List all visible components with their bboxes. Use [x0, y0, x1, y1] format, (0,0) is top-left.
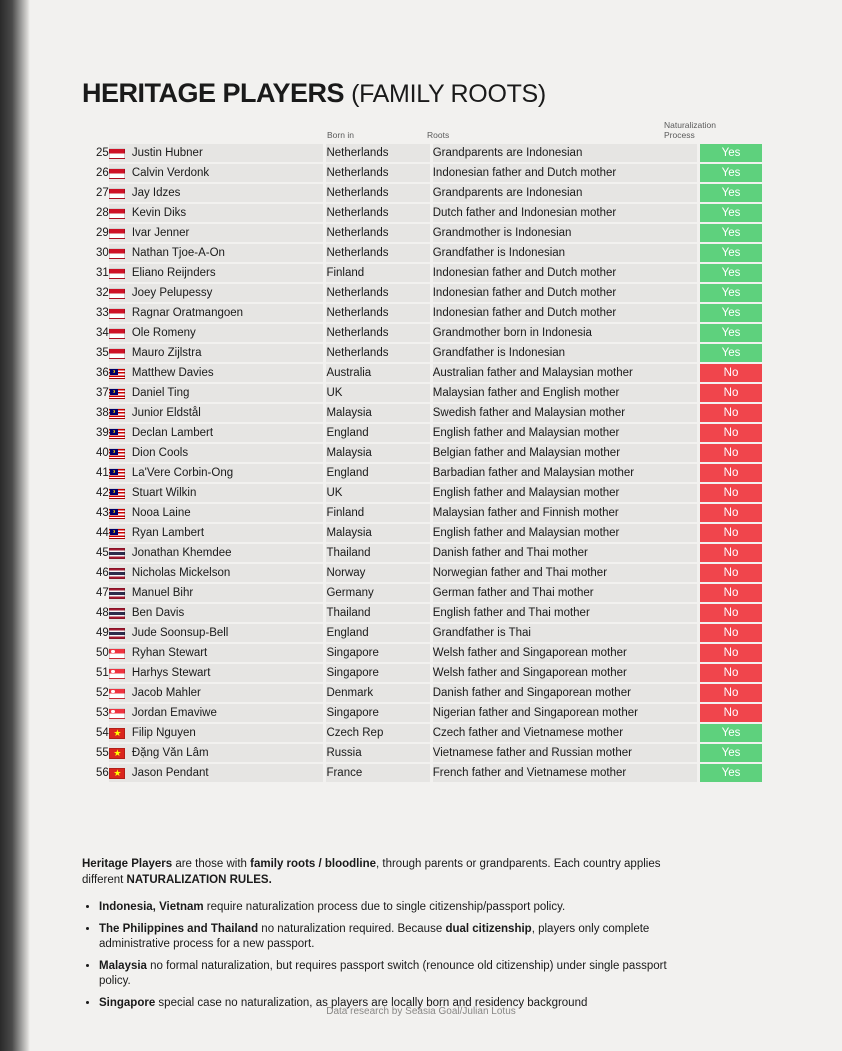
page-title [82, 78, 546, 109]
born-in-cell: Australia [323, 364, 429, 382]
naturalization-status-badge: Yes [697, 344, 762, 362]
player-name: Jordan Emaviwe [131, 707, 217, 719]
naturalization-status-badge: Yes [697, 184, 762, 202]
flag-sg-icon [109, 708, 125, 719]
player-name-cell [109, 144, 324, 162]
born-in-cell: UK [323, 484, 429, 502]
player-name-cell [109, 564, 324, 582]
heritage-players-table [82, 142, 762, 784]
born-in-cell: Malaysia [323, 524, 429, 542]
table-row [82, 744, 762, 762]
note-bullet-text: no formal naturalization, but requires passport switch (renounce old citizenship) under single passport policy. [99, 960, 667, 987]
row-number: 51 [96, 667, 109, 679]
born-in-cell: Netherlands [323, 284, 429, 302]
flag-th-icon [109, 548, 125, 559]
naturalization-status-badge: Yes [697, 144, 762, 162]
player-name: Jay Idzes [131, 187, 181, 199]
player-name: Ryan Lambert [131, 527, 205, 539]
row-number: 26 [96, 167, 109, 179]
player-name-cell [109, 444, 324, 462]
naturalization-status-badge: No [697, 584, 762, 602]
naturalization-status-badge: No [697, 544, 762, 562]
roots-cell: Danish father and Thai mother [430, 544, 697, 562]
table-row [82, 724, 762, 742]
roots-cell: Grandfather is Indonesian [430, 244, 697, 262]
player-name: Ryhan Stewart [131, 647, 208, 659]
player-name-cell [109, 404, 324, 422]
row-number: 47 [96, 587, 109, 599]
row-number: 56 [96, 767, 109, 779]
column-header-born-in: Born in [327, 130, 354, 140]
roots-cell: English father and Thai mother [430, 604, 697, 622]
flag-my-icon [109, 468, 125, 479]
flag-my-icon [109, 428, 125, 439]
flag-vn-icon [109, 748, 125, 759]
row-number: 27 [96, 187, 109, 199]
roots-cell: English father and Malaysian mother [430, 524, 697, 542]
born-in-cell: Norway [323, 564, 429, 582]
player-name: Jonathan Khemdee [131, 547, 232, 559]
flag-id-icon [109, 188, 125, 199]
roots-cell: Barbadian father and Malaysian mother [430, 464, 697, 482]
born-in-cell: Denmark [323, 684, 429, 702]
player-name-cell [109, 544, 324, 562]
notes-section [82, 856, 682, 1018]
born-in-cell: Thailand [323, 544, 429, 562]
table-row [82, 584, 762, 602]
born-in-cell: Singapore [323, 644, 429, 662]
player-name: Đặng Văn Lâm [131, 747, 209, 759]
table-row [82, 484, 762, 502]
player-name: Dion Cools [131, 447, 189, 459]
player-name-cell [109, 244, 324, 262]
player-name-cell [109, 384, 324, 402]
row-number: 39 [96, 427, 109, 439]
born-in-cell: Singapore [323, 664, 429, 682]
flag-my-icon [109, 488, 125, 499]
naturalization-status-badge: No [697, 484, 762, 502]
roots-cell: Vietnamese father and Russian mother [430, 744, 697, 762]
flag-my-icon [109, 388, 125, 399]
naturalization-status-badge: Yes [697, 284, 762, 302]
note-bullet [99, 900, 682, 915]
table-row [82, 564, 762, 582]
row-number: 31 [96, 267, 109, 279]
flag-sg-icon [109, 668, 125, 679]
player-name: Kevin Diks [131, 207, 187, 219]
player-name: La'Vere Corbin-Ong [131, 467, 234, 479]
naturalization-status-badge: Yes [697, 224, 762, 242]
row-number: 40 [96, 447, 109, 459]
flag-my-icon [109, 528, 125, 539]
note-bullet-bold: Malaysia [99, 960, 147, 972]
flag-my-icon [109, 368, 125, 379]
table-row [82, 184, 762, 202]
naturalization-status-badge: No [697, 684, 762, 702]
table-row [82, 424, 762, 442]
table-row [82, 684, 762, 702]
roots-cell: Australian father and Malaysian mother [430, 364, 697, 382]
flag-my-icon [109, 508, 125, 519]
credit-line: Data research by Seasia Goal/Julian Lotus [326, 1006, 516, 1017]
born-in-cell: Netherlands [323, 184, 429, 202]
roots-cell: Nigerian father and Singaporean mother [430, 704, 697, 722]
player-name: Nicholas Mickelson [131, 567, 231, 579]
notes-intro-bold-1: Heritage Players [82, 858, 173, 870]
player-name-cell [109, 364, 324, 382]
naturalization-status-badge: No [697, 444, 762, 462]
table-row [82, 364, 762, 382]
row-number: 30 [96, 247, 109, 259]
player-name-cell [109, 724, 324, 742]
table-row [82, 244, 762, 262]
flag-id-icon [109, 348, 125, 359]
player-name-cell [109, 604, 324, 622]
player-name: Declan Lambert [131, 427, 214, 439]
player-name: Ben Davis [131, 607, 185, 619]
player-name-cell [109, 324, 324, 342]
player-name-cell [109, 284, 324, 302]
naturalization-status-badge: Yes [697, 744, 762, 762]
player-name-cell [109, 164, 324, 182]
flag-id-icon [109, 308, 125, 319]
player-name-cell [109, 744, 324, 762]
table-row [82, 704, 762, 722]
player-name-cell [109, 584, 324, 602]
table-row [82, 204, 762, 222]
player-name: Justin Hubner [131, 147, 203, 159]
born-in-cell: Finland [323, 504, 429, 522]
born-in-cell: France [323, 764, 429, 782]
player-name-cell [109, 484, 324, 502]
player-name: Jude Soonsup-Bell [131, 627, 229, 639]
row-number: 36 [96, 367, 109, 379]
table-row [82, 404, 762, 422]
row-number: 44 [96, 527, 109, 539]
notes-intro [82, 856, 682, 888]
born-in-cell: Singapore [323, 704, 429, 722]
player-name-cell [109, 704, 324, 722]
player-name: Harhys Stewart [131, 667, 211, 679]
note-bullet-text: special case no naturalization, as players are locally born and residency background [155, 997, 588, 1009]
player-name-cell [109, 624, 324, 642]
table-row [82, 324, 762, 342]
table-row [82, 504, 762, 522]
player-name-cell [109, 184, 324, 202]
row-number: 49 [96, 627, 109, 639]
roots-cell: Welsh father and Singaporean mother [430, 644, 697, 662]
naturalization-status-badge: No [697, 364, 762, 382]
player-name-cell [109, 224, 324, 242]
roots-cell: German father and Thai mother [430, 584, 697, 602]
naturalization-status-badge: No [697, 504, 762, 522]
naturalization-status-badge: Yes [697, 164, 762, 182]
note-bullet-text: require naturalization process due to single citizenship/passport policy. [203, 901, 566, 913]
note-bullet-text: no naturalization required. Because [258, 923, 446, 935]
player-name: Manuel Bihr [131, 587, 194, 599]
born-in-cell: Netherlands [323, 244, 429, 262]
naturalization-status-badge: No [697, 704, 762, 722]
column-header-roots: Roots [427, 130, 450, 140]
born-in-cell: Russia [323, 744, 429, 762]
row-number: 43 [96, 507, 109, 519]
naturalization-status-badge: No [697, 464, 762, 482]
note-bullet-bold-2: dual citizenship [445, 923, 532, 935]
table-row [82, 464, 762, 482]
roots-cell: Grandfather is Indonesian [430, 344, 697, 362]
flag-vn-icon [109, 728, 125, 739]
born-in-cell: Netherlands [323, 324, 429, 342]
flag-id-icon [109, 208, 125, 219]
flag-th-icon [109, 608, 125, 619]
born-in-cell: Thailand [323, 604, 429, 622]
table-row [82, 604, 762, 622]
column-header-naturalization: Naturalization Process [664, 120, 716, 140]
born-in-cell: England [323, 464, 429, 482]
roots-cell: Welsh father and Singaporean mother [430, 664, 697, 682]
naturalization-status-badge: No [697, 524, 762, 542]
born-in-cell: Finland [323, 264, 429, 282]
table-row [82, 264, 762, 282]
roots-cell: English father and Malaysian mother [430, 484, 697, 502]
player-name-cell [109, 204, 324, 222]
row-number: 45 [96, 547, 109, 559]
row-number: 50 [96, 647, 109, 659]
player-name: Junior Eldstål [131, 407, 201, 419]
naturalization-status-badge: Yes [697, 244, 762, 262]
naturalization-status-badge: No [697, 604, 762, 622]
player-name: Calvin Verdonk [131, 167, 210, 179]
roots-cell: Norwegian father and Thai mother [430, 564, 697, 582]
naturalization-status-badge: Yes [697, 264, 762, 282]
row-number: 52 [96, 687, 109, 699]
naturalization-status-badge: No [697, 664, 762, 682]
player-name: Jacob Mahler [131, 687, 201, 699]
born-in-cell: Malaysia [323, 404, 429, 422]
naturalization-status-badge: Yes [697, 304, 762, 322]
flag-id-icon [109, 248, 125, 259]
table-row [82, 624, 762, 642]
table-row [82, 224, 762, 242]
player-name: Ragnar Oratmangoen [131, 307, 244, 319]
row-number: 35 [96, 347, 109, 359]
flag-my-icon [109, 448, 125, 459]
table-row [82, 544, 762, 562]
naturalization-status-badge: No [697, 404, 762, 422]
flag-id-icon [109, 328, 125, 339]
row-number: 34 [96, 327, 109, 339]
player-name: Filip Nguyen [131, 727, 196, 739]
table-row [82, 384, 762, 402]
row-number: 32 [96, 287, 109, 299]
roots-cell: Grandmother is Indonesian [430, 224, 697, 242]
roots-cell: Dutch father and Indonesian mother [430, 204, 697, 222]
roots-cell: Grandparents are Indonesian [430, 144, 697, 162]
player-name-cell [109, 344, 324, 362]
player-name: Matthew Davies [131, 367, 214, 379]
naturalization-status-badge: Yes [697, 204, 762, 222]
roots-cell: Indonesian father and Dutch mother [430, 264, 697, 282]
born-in-cell: England [323, 424, 429, 442]
roots-cell: Indonesian father and Dutch mother [430, 284, 697, 302]
table-column-headers [82, 120, 762, 142]
flag-id-icon [109, 228, 125, 239]
flag-id-icon [109, 148, 125, 159]
table-row [82, 664, 762, 682]
flag-th-icon [109, 568, 125, 579]
player-name: Mauro Zijlstra [131, 347, 202, 359]
notes-intro-bold-2: family roots / bloodline [250, 858, 376, 870]
naturalization-status-badge: No [697, 564, 762, 582]
naturalization-status-badge: Yes [697, 724, 762, 742]
row-number: 55 [96, 747, 109, 759]
born-in-cell: Malaysia [323, 444, 429, 462]
player-name: Ivar Jenner [131, 227, 190, 239]
row-number: 28 [96, 207, 109, 219]
roots-cell: Czech father and Vietnamese mother [430, 724, 697, 742]
player-name: Ole Romeny [131, 327, 196, 339]
flag-sg-icon [109, 648, 125, 659]
naturalization-status-badge: No [697, 624, 762, 642]
notes-bullet-list [82, 900, 682, 1011]
row-number: 42 [96, 487, 109, 499]
naturalization-status-badge: Yes [697, 764, 762, 782]
born-in-cell: Netherlands [323, 144, 429, 162]
note-bullet-bold: Indonesia, Vietnam [99, 901, 204, 913]
player-name: Eliano Reijnders [131, 267, 216, 279]
row-number: 38 [96, 407, 109, 419]
table-row [82, 444, 762, 462]
player-name: Stuart Wilkin [131, 487, 197, 499]
roots-cell: Malaysian father and Finnish mother [430, 504, 697, 522]
born-in-cell: Netherlands [323, 224, 429, 242]
flag-sg-icon [109, 688, 125, 699]
table-row [82, 144, 762, 162]
table-row [82, 164, 762, 182]
naturalization-status-badge: No [697, 644, 762, 662]
player-name-cell [109, 504, 324, 522]
roots-cell: Danish father and Singaporean mother [430, 684, 697, 702]
player-name-cell [109, 524, 324, 542]
row-number: 46 [96, 567, 109, 579]
table-row [82, 344, 762, 362]
flag-th-icon [109, 588, 125, 599]
flag-id-icon [109, 168, 125, 179]
roots-cell: Grandparents are Indonesian [430, 184, 697, 202]
notes-intro-text-2: , through parents or grandparents. Each country applies different [82, 858, 661, 886]
naturalization-status-badge: Yes [697, 324, 762, 342]
player-name-cell [109, 664, 324, 682]
row-number: 29 [96, 227, 109, 239]
flag-id-icon [109, 288, 125, 299]
flag-th-icon [109, 628, 125, 639]
born-in-cell: Germany [323, 584, 429, 602]
born-in-cell: Netherlands [323, 164, 429, 182]
born-in-cell: Netherlands [323, 304, 429, 322]
players-table-area [82, 120, 762, 784]
born-in-cell: Czech Rep [323, 724, 429, 742]
row-number: 41 [96, 467, 109, 479]
row-number: 54 [96, 727, 109, 739]
note-bullet [99, 922, 682, 952]
notes-intro-bold-3: NATURALIZATION RULES. [126, 874, 272, 886]
flag-id-icon [109, 268, 125, 279]
table-row [82, 304, 762, 322]
player-name-cell [109, 764, 324, 782]
player-name: Nooa Laine [131, 507, 191, 519]
roots-cell: Grandmother born in Indonesia [430, 324, 697, 342]
row-number: 33 [96, 307, 109, 319]
naturalization-status-badge: No [697, 424, 762, 442]
table-row [82, 284, 762, 302]
player-name: Jason Pendant [131, 767, 209, 779]
flag-my-icon [109, 408, 125, 419]
table-row [82, 764, 762, 782]
note-bullet-bold: The Philippines and Thailand [99, 923, 259, 935]
born-in-cell: UK [323, 384, 429, 402]
naturalization-status-badge: No [697, 384, 762, 402]
row-number: 37 [96, 387, 109, 399]
roots-cell: Belgian father and Malaysian mother [430, 444, 697, 462]
flag-vn-icon [109, 768, 125, 779]
note-bullet-text-2: , players only complete administrative process for a new passport. [99, 923, 650, 950]
roots-cell: Malaysian father and English mother [430, 384, 697, 402]
born-in-cell: Netherlands [323, 344, 429, 362]
roots-cell: Indonesian father and Dutch mother [430, 304, 697, 322]
note-bullet-bold: Singapore [99, 997, 156, 1009]
table-row [82, 644, 762, 662]
roots-cell: Swedish father and Malaysian mother [430, 404, 697, 422]
roots-cell: Indonesian father and Dutch mother [430, 164, 697, 182]
row-number: 53 [96, 707, 109, 719]
player-name: Joey Pelupessy [131, 287, 213, 299]
player-name-cell [109, 264, 324, 282]
player-name-cell [109, 464, 324, 482]
born-in-cell: England [323, 624, 429, 642]
title-main: HERITAGE PLAYERS [82, 78, 352, 108]
player-name: Nathan Tjoe-A-On [131, 247, 225, 259]
player-name-cell [109, 304, 324, 322]
player-name: Daniel Ting [131, 387, 190, 399]
roots-cell: French father and Vietnamese mother [430, 764, 697, 782]
note-bullet [99, 959, 682, 989]
roots-cell: English father and Malaysian mother [430, 424, 697, 442]
born-in-cell: Netherlands [323, 204, 429, 222]
notes-intro-text-1: are those with [172, 858, 251, 870]
row-number: 25 [96, 147, 109, 159]
roots-cell: Grandfather is Thai [430, 624, 697, 642]
title-sub: (FAMILY ROOTS) [351, 80, 546, 108]
table-row [82, 524, 762, 542]
player-name-cell [109, 644, 324, 662]
row-number: 48 [96, 607, 109, 619]
player-name-cell [109, 684, 324, 702]
player-name-cell [109, 424, 324, 442]
